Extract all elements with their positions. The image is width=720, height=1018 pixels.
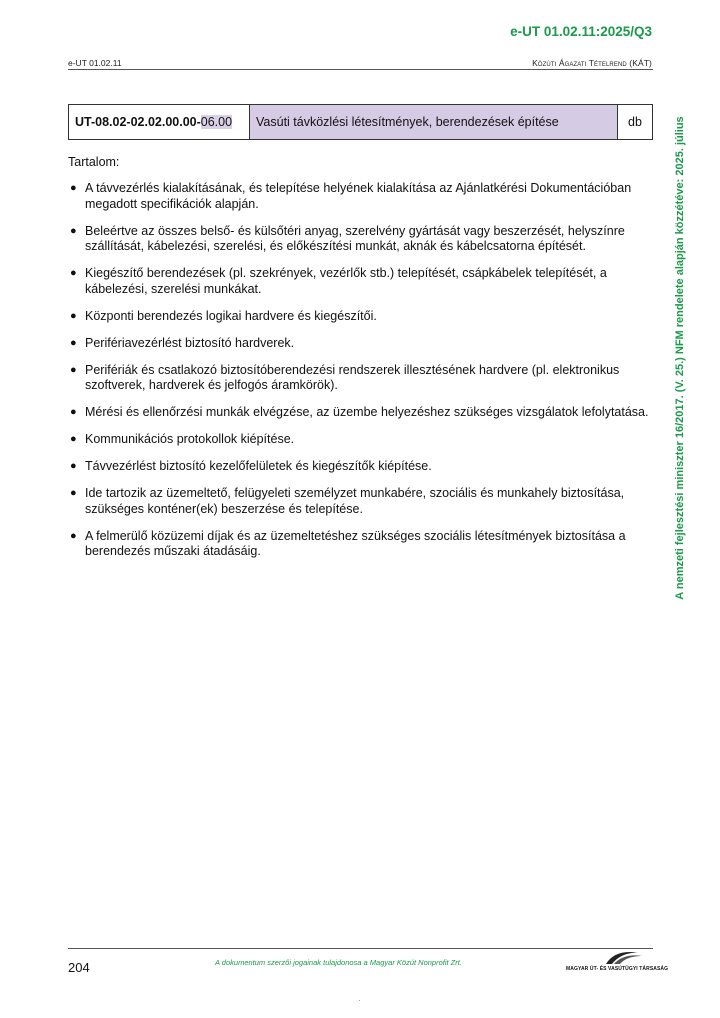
- logo-swoosh-icon: [566, 950, 656, 966]
- list-item: [68, 486, 656, 517]
- list-item: [68, 224, 656, 255]
- list-item: [68, 266, 656, 297]
- bullet-icon: ●: [70, 406, 77, 418]
- list-item: [68, 529, 656, 560]
- copyright-notice: A dokumentum szerzői jogainak tulajdonosa a Magyar Közút Nonprofit Zrt.: [215, 958, 462, 967]
- list-item-text: Perifériák és csatlakozó biztosítóberendezési rendszerek illesztésének hardvere (pl. elektronikus szoftverek, hardverek és jelfogós áramkörök).: [85, 362, 620, 392]
- list-item-text: Beleértve az összes belső- és külsőtéri anyag, szerelvény gyártását vagy beszerzését, helyszínre szállítását, kábelezési, szerelési, és előkészítési munkát, aknák és kábelcsatorna építését.: [85, 223, 625, 253]
- list-item: [68, 405, 656, 421]
- bullet-icon: ●: [70, 529, 77, 542]
- item-code-cell: [69, 105, 250, 140]
- list-item: [68, 336, 656, 352]
- page-number: 204: [68, 960, 90, 975]
- list-item-text: A távvezérlés kialakításának, és telepítése helyének kialakítása az Ajánlatkérési Dokumentációban megadott specifikációk alapján.: [85, 181, 632, 211]
- list-item-text: Kommunikációs protokollok kiépítése.: [85, 432, 295, 446]
- item-unit: db: [618, 105, 653, 140]
- footer-divider: [68, 948, 653, 949]
- bullet-icon: ●: [70, 460, 77, 472]
- footer-mark: ·: [358, 995, 361, 1005]
- bullet-icon: ●: [70, 224, 77, 237]
- content-list: [68, 181, 656, 571]
- item-description: Vasúti távközlési létesítmények, berendezések építése: [250, 105, 618, 140]
- bullet-icon: ●: [70, 309, 77, 322]
- list-item: [68, 181, 656, 212]
- item-code-suffix: 06.00: [200, 115, 233, 129]
- list-item-text: A felmerülő közüzemi díjak és az üzemeltetéshez szükséges szociális létesítmények biztosítása a berendezés műszaki átadásáig.: [85, 528, 626, 558]
- company-logo: [566, 950, 669, 972]
- list-item-text: Ide tartozik az üzemeltető, felügyeleti személyzet munkabére, szociális és munkahely biztosítása, szükséges konténer(ek) beszerzése és telepítése.: [85, 486, 625, 516]
- bullet-icon: ●: [70, 487, 77, 499]
- item-row: [69, 105, 653, 140]
- running-header-left: e-UT 01.02.11: [68, 58, 122, 68]
- document-code: e-UT 01.02.11:2025/Q3: [510, 24, 652, 39]
- list-item-text: Központi berendezés logikai hardvere és kiegészítői.: [85, 308, 377, 323]
- bullet-icon: ●: [70, 363, 77, 376]
- bullet-icon: ●: [70, 182, 77, 194]
- item-code-main: UT-08.02-02.02.00.00-: [75, 115, 201, 129]
- list-item-text: Perifériavezérlést biztosító hardverek.: [85, 335, 295, 350]
- list-item-text: Mérési és ellenőrzési munkák elvégzése, az üzembe helyezéshez szükséges vizsgálatok lefolytatása.: [85, 405, 649, 419]
- running-header-right: Közúti Ágazati Tételrend (KÁT): [532, 58, 652, 68]
- publication-side-note: A nemzeti fejlesztési miniszter 16/2017. (V. 25.) NFM rendelete alapján közzétéve: 2025. július: [674, 116, 686, 600]
- item-table: [68, 104, 653, 140]
- bullet-icon: ●: [70, 336, 77, 349]
- header-divider: [68, 69, 653, 70]
- list-item-text: Távvezérlést biztosító kezelőfelületek és kiegészítők kiépítése.: [85, 459, 432, 473]
- content-title: Tartalom:: [68, 155, 120, 169]
- bullet-icon: ●: [70, 267, 77, 279]
- list-item: [68, 363, 656, 394]
- bullet-icon: ●: [70, 433, 77, 445]
- list-item: [68, 309, 656, 325]
- logo-text: MAGYAR ÚT- ÉS VASÚTÜGYI TÁRSASÁG: [566, 966, 669, 972]
- list-item: [68, 432, 656, 448]
- list-item: [68, 459, 656, 475]
- list-item-text: Kiegészítő berendezések (pl. szekrények, vezérlők stb.) telepítését, csápkábelek telepítését, a kábelezési, szerelési munkákat.: [85, 266, 607, 296]
